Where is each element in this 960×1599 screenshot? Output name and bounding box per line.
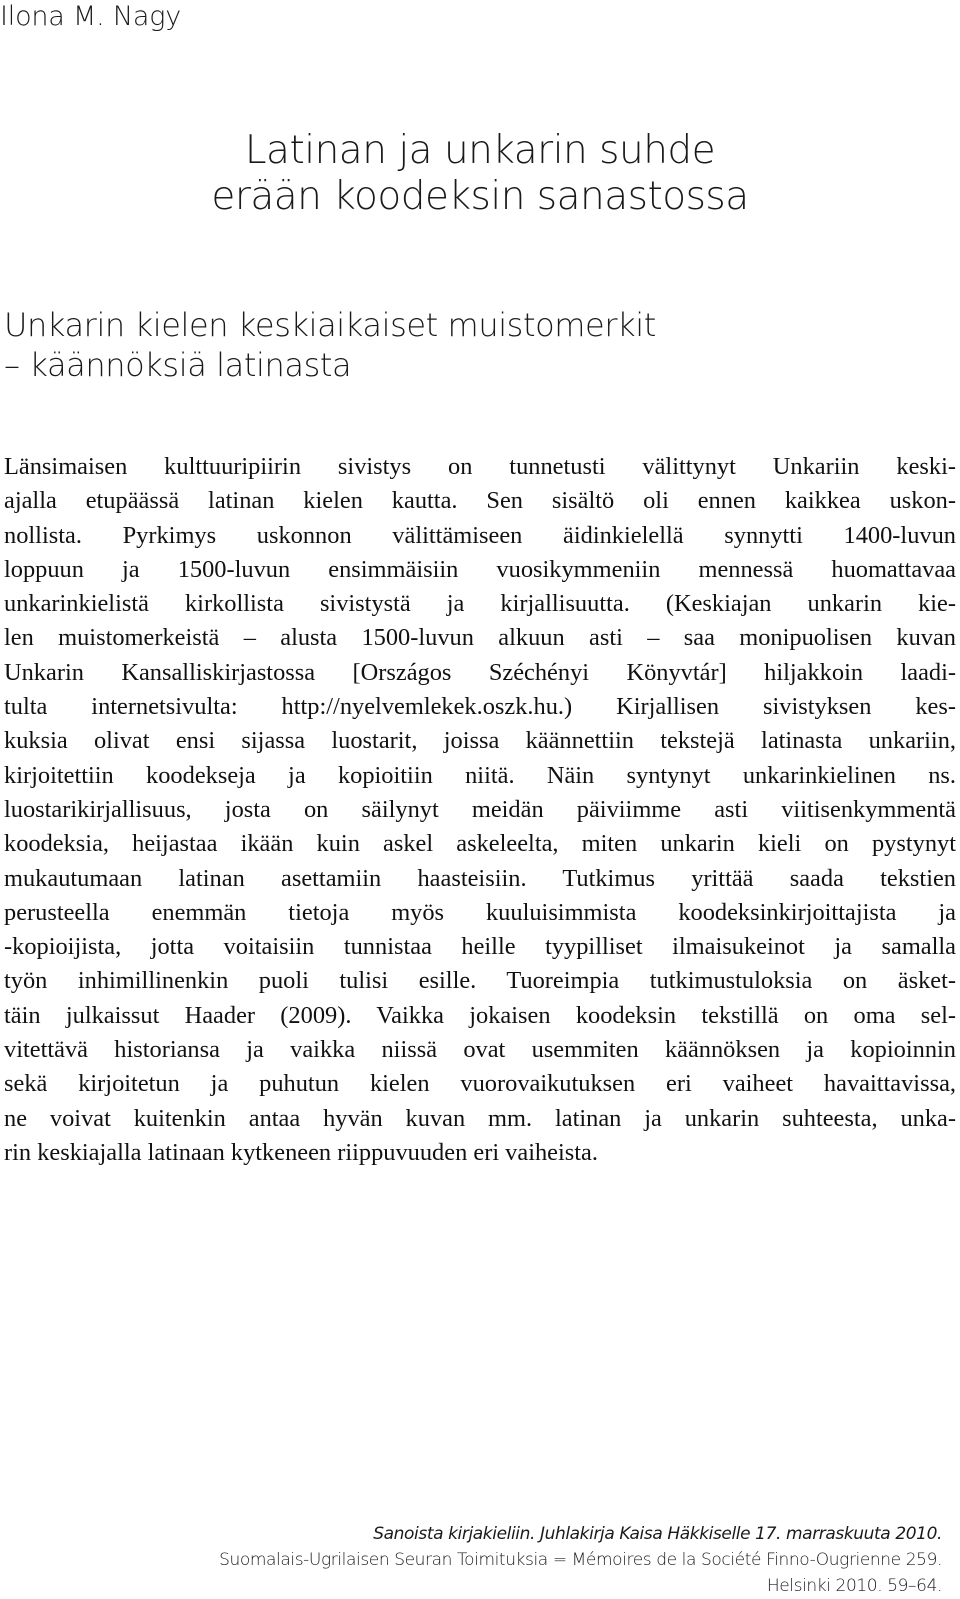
body-line: loppuun ja 1500-luvun ensimmäisiin vuosikymmeniin mennessä huomattavaa [4,555,956,583]
footer-book-title: Sanoista kirjakieliin. Juhlakirja Kaisa Häkkiselle 17. marraskuuta 2010. [373,1524,942,1544]
body-line: kuksia olivat ensi sijassa luostarit, joissa käännettiin tekstejä latinasta unkariin, [4,727,956,755]
footer-series: Suomalais-Ugrilaisen Seuran Toimituksia = Mémoires de la Société Finno-Ougrienne 259. [219,1550,942,1570]
body-line: ajalla etupäässä latinan kielen kautta. Sen sisältö oli ennen kaikkea uskon- [4,487,956,515]
section-heading-line-1: Unkarin kielen keskiaikaiset muistomerkit [4,306,656,344]
body-paragraph [4,450,956,1170]
article-title-line-1: Latinan ja unkarin suhde [244,128,716,173]
section-heading [4,305,656,385]
article-title-line-2: erään koodeksin sanastossa [211,174,749,219]
body-line: tulta internetsivulta: http://nyelvemlekek.oszk.hu.) Kirjallisen sivistyksen kes- [4,693,956,721]
section-heading-line-2: – käännöksiä latinasta [4,346,352,384]
body-line: Länsimaisen kulttuuripiirin sivistys on tunnetusti välittynyt Unkariin keski- [4,453,956,480]
publication-footer [219,1521,942,1599]
body-line: mukautumaan latinan asettamiin haasteisiin. Tutkimus yrittää saada tekstien [4,864,956,892]
body-line: kirjoitettiin koodekseja ja kopioitiin niitä. Näin syntynyt unkarinkielinen ns. [4,761,956,789]
body-line: luostarikirjallisuus, josta on säilynyt meidän päiviimme asti viitisenkymmentä [4,795,956,823]
body-line: koodeksia, heijastaa ikään kuin askel askeleelta, miten unkarin kieli on pystynyt [4,830,956,858]
body-line: nollista. Pyrkimys uskonnon välittämiseen äidinkielellä synnytti 1400-luvun [4,521,956,549]
body-line: vitettävä historiansa ja vaikka niissä ovat usemmiten käännöksen ja kopioinnin [4,1036,956,1064]
body-line: -kopioijista, jotta voitaisiin tunnistaa heille tyypilliset ilmaisukeinot ja samalla [4,933,956,961]
body-line: perusteella enemmän tietoja myös kuuluisimmista koodeksinkirjoittajista ja [4,898,956,926]
body-line: täin julkaissut Haader (2009). Vaikka jokaisen koodeksin tekstillä on oma sel- [4,1001,956,1029]
article-title [0,128,960,220]
body-line: ne voivat kuitenkin antaa hyvän kuvan mm. latinan ja unkarin suhteesta, unka- [4,1104,956,1132]
body-line: len muistomerkeistä – alusta 1500-luvun alkuun asti – saa monipuolisen kuvan [4,624,956,652]
body-line: Unkarin Kansalliskirjastossa [Országos Széchényi Könyvtár] hiljakkoin laadi- [4,658,956,686]
body-line: rin keskiajalla latinaan kytkeneen riippuvuuden eri vaiheista. [4,1138,598,1166]
body-line: sekä kirjoitetun ja puhutun kielen vuorovaikutuksen eri vaiheet havaittavissa, [4,1070,956,1098]
body-line: unkarinkielistä kirkollista sivistystä ja kirjallisuutta. (Keskiajan unkarin kie- [4,590,956,618]
body-line: työn inhimillinenkin puoli tulisi esille. Tuoreimpia tutkimustuloksia on äsket- [4,967,956,995]
author-name: Ilona M. Nagy [0,1,182,32]
footer-place-pages: Helsinki 2010. 59–64. [766,1576,942,1596]
